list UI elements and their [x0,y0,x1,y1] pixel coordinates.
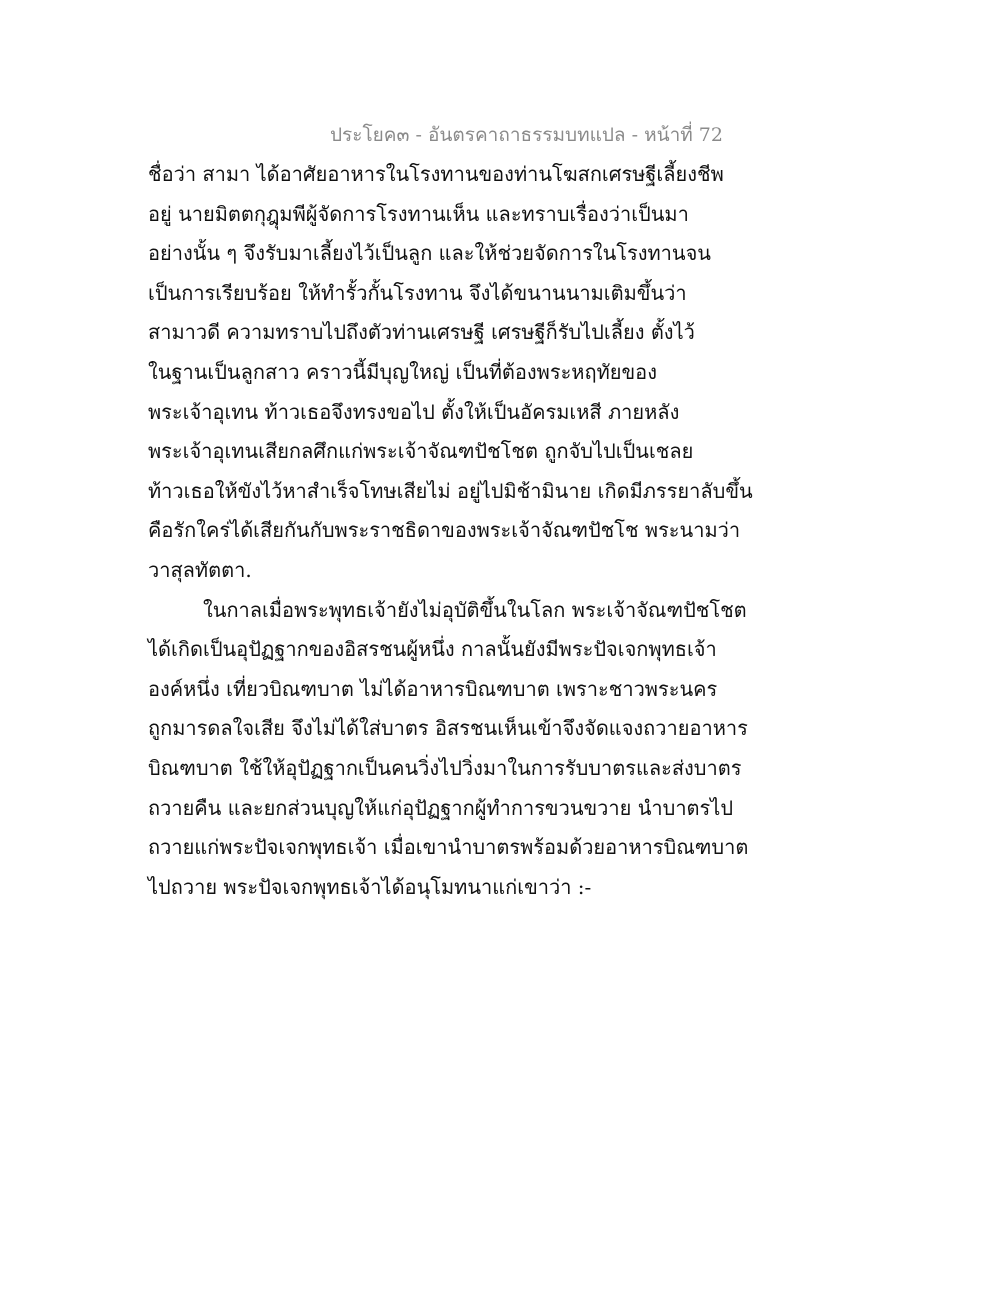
text-line: ชื่อว่า สามา ได้อาศัยอาหารในโรงทานของท่านโฆสกเศรษฐีเลี้ยงชีพ [148,162,724,186]
text-line: ถวายแก่พระปัจเจกพุทธเจ้า เมื่อเขานำบาตรพร้อมด้วยอาหารบิณฑบาต [148,835,749,860]
text-line: บิณฑบาต ใช้ให้อุปัฏฐากเป็นคนวิ่งไปวิ่งมาในการรับบาตรและส่งบาตร [148,755,742,780]
running-header: ประโยค๓ - อันตรคาถาธรรมบทแปล - หน้าที่ 72 [330,124,723,146]
paragraph-1 [148,155,753,591]
text-line: พระเจ้าอุเทนเสียกลศึกแก่พระเจ้าจัณฑปัชโชต ถูกจับไปเป็นเชลย [148,439,694,464]
text-line: ถูกมารดลใจเสีย จึงไม่ได้ใส่บาตร อิสรชนเห็นเข้าจึงจัดแจงถวายอาหาร [148,716,748,741]
text-line: เป็นการเรียบร้อย ให้ทำรั้วกั้นโรงทาน จึงได้ขนานนามเติมขึ้นว่า [148,280,687,305]
text-line: ท้าวเธอให้ขังไว้หาสำเร็จโทษเสียไม่ อยู่ไปมิช้ามินาย เกิดมีภรรยาลับขึ้น [148,478,753,503]
text-line: พระเจ้าอุเทน ท้าวเธอจึงทรงขอไป ตั้งให้เป็นอัครมเหสี ภายหลัง [148,399,680,424]
text-line: คือรักใคร่ได้เสียกันกับพระราชธิดาของพระเจ้าจัณฑปัชโช พระนามว่า [148,518,741,543]
text-line: ไปถวาย พระปัจเจกพุทธเจ้าได้อนุโมทนาแก่เขาว่า :- [148,874,592,899]
text-line: ได้เกิดเป็นอุปัฏฐากของอิสรชนผู้หนึ่ง กาลนั้นยังมีพระปัจเจกพุทธเจ้า [148,637,717,662]
text-line: วาสุลทัตตา. [148,557,252,582]
text-line: อยู่ นายมิตตกุฎุมพีผู้จัดการโรงทานเห็น และทราบเรื่องว่าเป็นมา [148,201,689,226]
text-line: องค์หนึ่ง เที่ยวบิณฑบาต ไม่ได้อาหารบิณฑบาต เพราะชาวพระนคร [148,676,718,701]
text-line: สามาวดี ความทราบไปถึงตัวท่านเศรษฐี เศรษฐีก็รับไปเลี้ยง ตั้งไว้ [148,320,695,345]
text-line-indented: ในกาลเมื่อพระพุทธเจ้ายังไม่อุบัติขึ้นในโลก พระเจ้าจัณฑปัชโชต [203,597,747,622]
text-line: ในฐานเป็นลูกสาว คราวนี้มีบุญใหญ่ เป็นที่ต้องพระหฤทัยของ [148,359,657,384]
text-line: อย่างนั้น ๆ จึงรับมาเลี้ยงไว้เป็นลูก และให้ช่วยจัดการในโรงทานจน [148,241,711,266]
text-line: ถวายคืน และยกส่วนบุญให้แก่อุปัฏฐากผู้ทำการขวนขวาย นำบาตรไป [148,795,734,820]
paragraph-2 [148,591,749,908]
body-text [148,155,753,907]
